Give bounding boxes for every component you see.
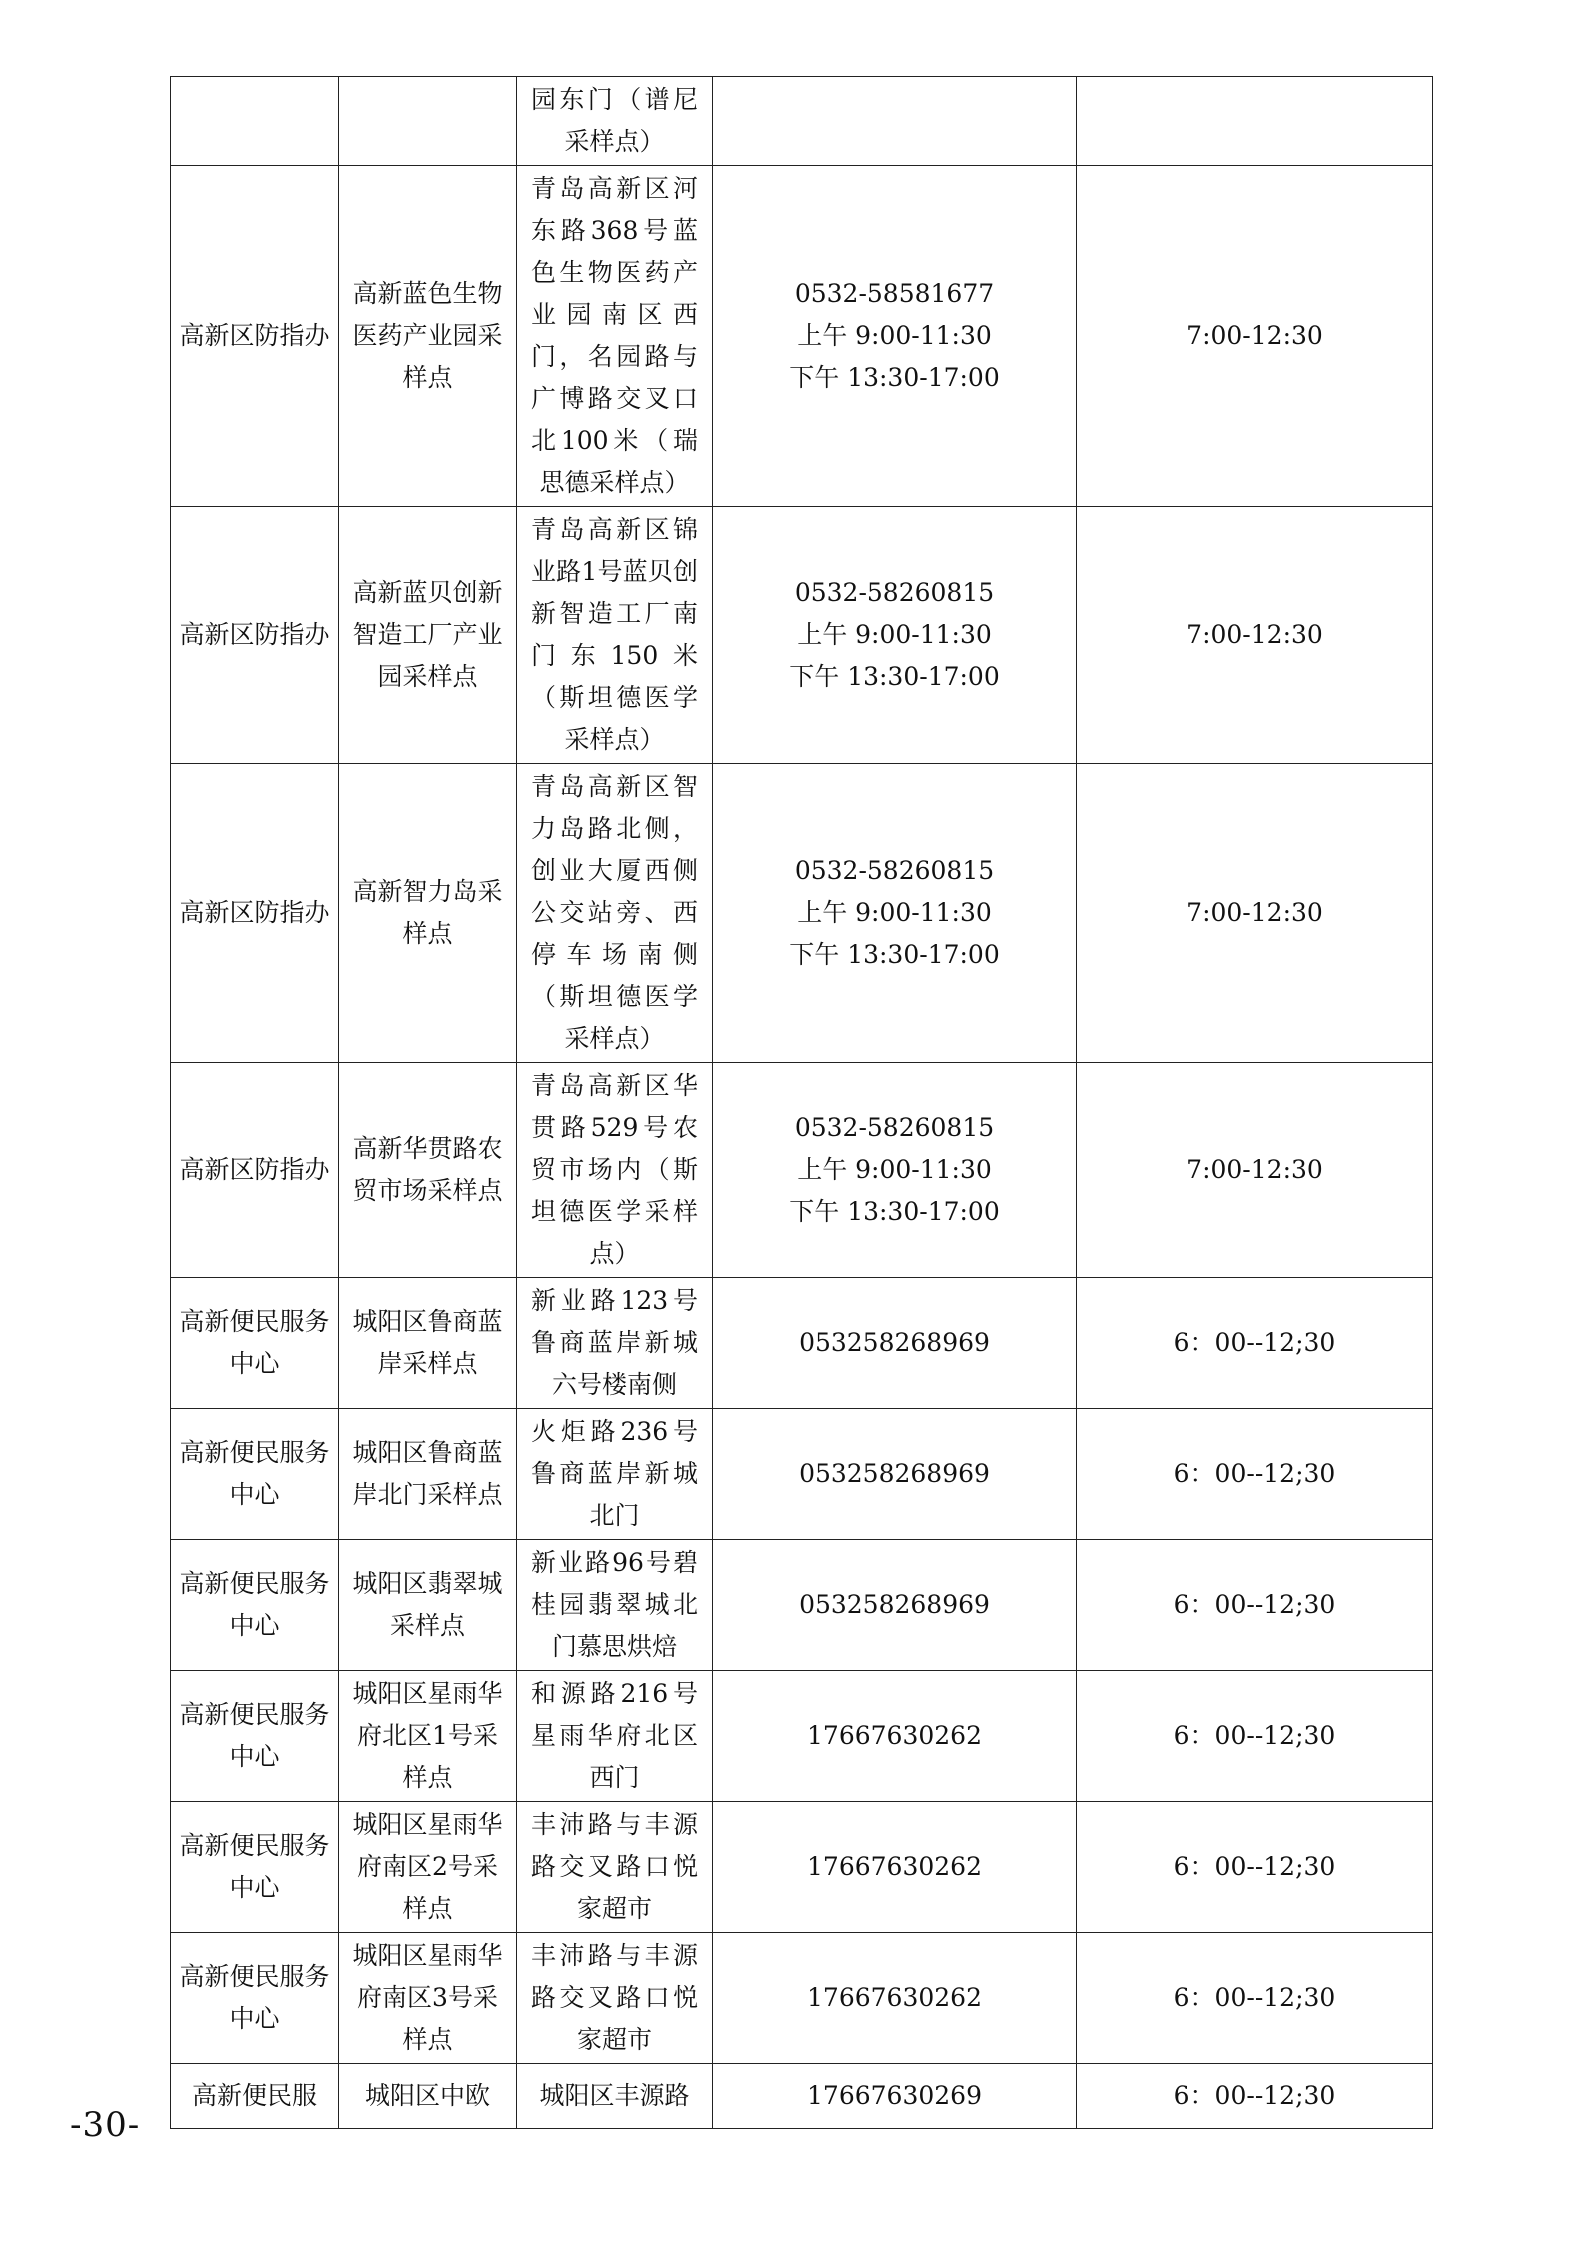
table-row: [171, 1063, 1433, 1278]
page-number: -30-: [70, 2105, 141, 2145]
contact-morning-hours: 上午 9:00-11:30: [797, 898, 992, 927]
address-cell: 丰沛路与丰源路交叉路口悦家超市: [517, 1933, 713, 2064]
contact-phone: 0532-58581677: [794, 279, 995, 308]
address-cell: 青岛高新区华贯路529号农贸市场内（斯坦德医学采样点）: [517, 1063, 713, 1278]
time-cell: 6：00--12;30: [1077, 1671, 1433, 1802]
contact-cell: [713, 166, 1077, 507]
site-cell: 城阳区鲁商蓝岸北门采样点: [339, 1409, 517, 1540]
address-cell: 丰沛路与丰源路交叉路口悦家超市: [517, 1802, 713, 1933]
time-cell: 7:00-12:30: [1077, 166, 1433, 507]
contact-cell: 17667630262: [713, 1933, 1077, 2064]
table-row: [171, 507, 1433, 764]
site-cell: [339, 77, 517, 166]
address-cell: 青岛高新区智力岛路北侧，创业大厦西侧公交站旁、西停车场南侧（斯坦德医学采样点）: [517, 764, 713, 1063]
table-row: [171, 77, 1433, 166]
table-body: [171, 77, 1433, 2129]
contact-cell: 053258268969: [713, 1540, 1077, 1671]
table-row: [171, 1409, 1433, 1540]
org-cell: 高新区防指办: [171, 166, 339, 507]
site-cell: 城阳区翡翠城采样点: [339, 1540, 517, 1671]
org-cell: 高新便民服务中心: [171, 1278, 339, 1409]
org-cell: 高新便民服务中心: [171, 1802, 339, 1933]
table-row: [171, 1933, 1433, 2064]
contact-afternoon-hours: 下午 13:30-17:00: [789, 1197, 1000, 1226]
contact-cell: [713, 764, 1077, 1063]
site-cell: 城阳区星雨华府南区3号采样点: [339, 1933, 517, 2064]
site-cell: 城阳区鲁商蓝岸采样点: [339, 1278, 517, 1409]
org-cell: 高新便民服务中心: [171, 1409, 339, 1540]
contact-cell: [713, 1063, 1077, 1278]
site-cell: 高新蓝色生物医药产业园采样点: [339, 166, 517, 507]
org-cell: 高新区防指办: [171, 507, 339, 764]
contact-cell: [713, 77, 1077, 166]
org-cell: 高新便民服务中心: [171, 1671, 339, 1802]
org-cell: 高新区防指办: [171, 1063, 339, 1278]
contact-cell: [713, 507, 1077, 764]
org-cell: 高新便民服务中心: [171, 1933, 339, 2064]
org-cell: 高新便民服务中心: [171, 1540, 339, 1671]
contact-cell: 053258268969: [713, 1278, 1077, 1409]
address-cell: 火炬路236号鲁商蓝岸新城北门: [517, 1409, 713, 1540]
time-cell: 7:00-12:30: [1077, 507, 1433, 764]
time-cell: 6：00--12;30: [1077, 1933, 1433, 2064]
contact-phone: 0532-58260815: [794, 856, 995, 885]
time-cell: 6：00--12;30: [1077, 1540, 1433, 1671]
time-cell: 6：00--12;30: [1077, 1802, 1433, 1933]
site-cell: 高新智力岛采样点: [339, 764, 517, 1063]
contact-afternoon-hours: 下午 13:30-17:00: [789, 940, 1000, 969]
site-cell: 高新华贯路农贸市场采样点: [339, 1063, 517, 1278]
address-cell: 新业路123号鲁商蓝岸新城六号楼南侧: [517, 1278, 713, 1409]
org-cell: [171, 77, 339, 166]
time-cell: [1077, 77, 1433, 166]
contact-cell: 17667630262: [713, 1802, 1077, 1933]
table-row: [171, 1278, 1433, 1409]
contact-phone: 0532-58260815: [794, 578, 995, 607]
site-cell: 城阳区中欧: [339, 2064, 517, 2129]
org-cell: 高新便民服: [171, 2064, 339, 2129]
contact-cell: 17667630269: [713, 2064, 1077, 2129]
site-cell: 城阳区星雨华府南区2号采样点: [339, 1802, 517, 1933]
time-cell: 6：00--12;30: [1077, 1278, 1433, 1409]
contact-afternoon-hours: 下午 13:30-17:00: [789, 662, 1000, 691]
address-cell: 和源路216号星雨华府北区西门: [517, 1671, 713, 1802]
address-cell: 新业路96号碧桂园翡翠城北门慕思烘焙: [517, 1540, 713, 1671]
contact-afternoon-hours: 下午 13:30-17:00: [789, 363, 1000, 392]
contact-morning-hours: 上午 9:00-11:30: [797, 620, 992, 649]
time-cell: 7:00-12:30: [1077, 1063, 1433, 1278]
table-row: [171, 2064, 1433, 2129]
sampling-site-table: [170, 76, 1433, 2129]
table-row: [171, 764, 1433, 1063]
contact-morning-hours: 上午 9:00-11:30: [797, 321, 992, 350]
site-cell: 城阳区星雨华府北区1号采样点: [339, 1671, 517, 1802]
address-cell: 城阳区丰源路: [517, 2064, 713, 2129]
address-cell: 青岛高新区锦业路1号蓝贝创新智造工厂南门东150米（斯坦德医学采样点）: [517, 507, 713, 764]
address-cell: 园东门（谱尼采样点）: [517, 77, 713, 166]
table-row: [171, 1802, 1433, 1933]
contact-cell: 17667630262: [713, 1671, 1077, 1802]
contact-phone: 0532-58260815: [794, 1113, 995, 1142]
time-cell: 6：00--12;30: [1077, 2064, 1433, 2129]
table-row: [171, 166, 1433, 507]
site-cell: 高新蓝贝创新智造工厂产业园采样点: [339, 507, 517, 764]
table-row: [171, 1671, 1433, 1802]
time-cell: 7:00-12:30: [1077, 764, 1433, 1063]
address-cell: 青岛高新区河东路368号蓝色生物医药产业园南区西门，名园路与广博路交叉口北100米（瑞思德采样点）: [517, 166, 713, 507]
contact-morning-hours: 上午 9:00-11:30: [797, 1155, 992, 1184]
table-row: [171, 1540, 1433, 1671]
time-cell: 6：00--12;30: [1077, 1409, 1433, 1540]
contact-cell: 053258268969: [713, 1409, 1077, 1540]
org-cell: 高新区防指办: [171, 764, 339, 1063]
